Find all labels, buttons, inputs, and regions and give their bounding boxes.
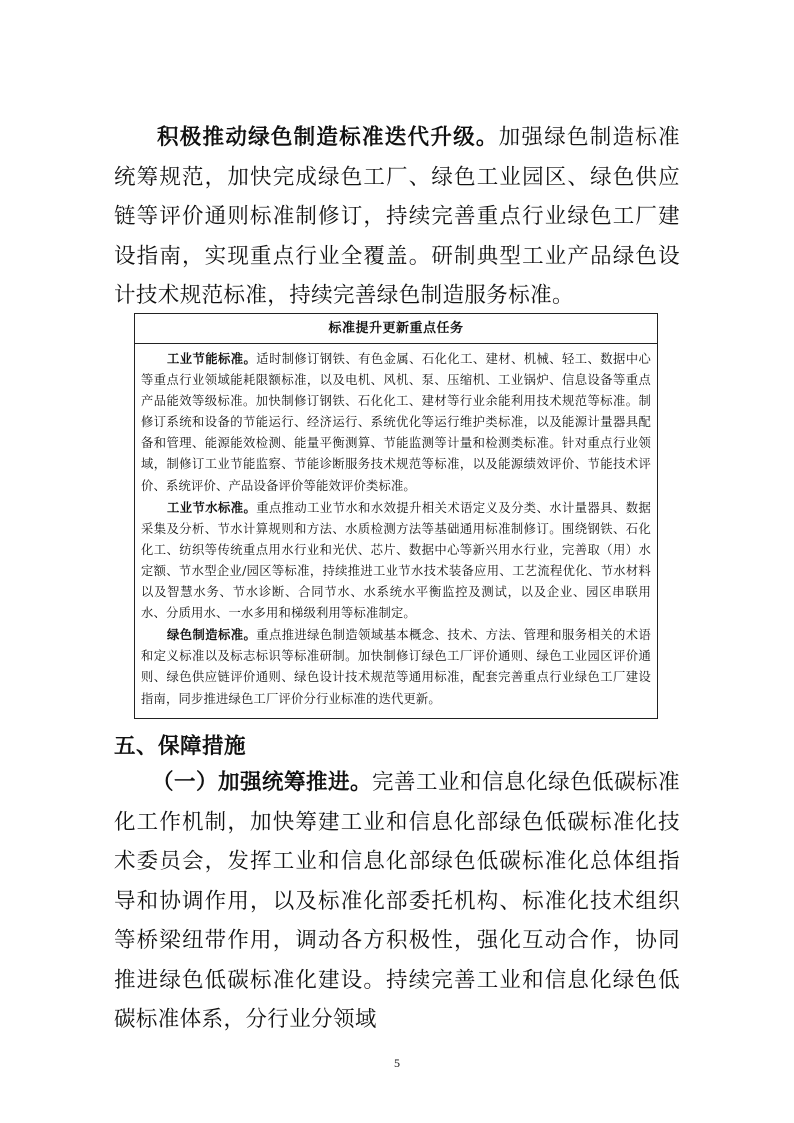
section-heading: 五、保障措施 xyxy=(114,734,247,759)
body-paragraph-green-manufacturing xyxy=(114,118,680,316)
box-body xyxy=(135,344,657,710)
box-paragraph-lead: 绿色制造标准。 xyxy=(167,627,257,643)
paragraph-text: 加强绿色制造标准统筹规范，加快完成绿色工厂、绿色工业园区、绿色供应链等评价通则标准制修订，持续完善重点行业绿色工厂建设指南，实现重点行业全覆盖。研制典型工业产品绿色设计技术规范标准，持续完善绿色制造服务标准。 xyxy=(114,125,680,308)
page-number: 5 xyxy=(394,1056,400,1070)
paragraph-lead-heading: 积极推动绿色制造标准迭代升级。 xyxy=(157,125,499,150)
box-paragraph-lead: 工业节能标准。 xyxy=(167,351,257,366)
box-paragraph-text: 重点推进绿色制造领域基本概念、技术、方法、管理和服务相关的术语和定义标准以及标志标识等标准研制。加快制修订绿色工厂评价通则、绿色工业园区评价通则、绿色供应链评价通则、绿色设计技术规范等通用标准，配套完善重点行业绿色工厂建设指南，同步推进绿色工厂评价分行业标准的迭代更新。 xyxy=(141,628,651,706)
paragraph-lead-heading: （一）加强统筹推进。 xyxy=(152,770,373,795)
box-paragraph-industrial-energy-saving xyxy=(141,348,651,497)
box-paragraph-text: 重点推动工业节水和水效提升相关术语定义及分类、水计量器具、数据采集及分析、节水计算规则和方法、水质检测方法等基础通用标准制修订。围绕钢铁、石化化工、纺织等传统重点用水行业和光伏、芯片、数据中心等新兴用水行业，完善取（用）水定额、节水型企业/园区等标准，持续推进工业节水技术装备应用、工艺流程优化、节水材料以及智慧水务、节水诊断、合同节水、水系统水平衡监控及测试，以及企业、园区串联用水、分质用水、一水多用和梯级利用等标准制定。 xyxy=(141,500,651,621)
paragraph-text: 完善工业和信息化绿色低碳标准化工作机制，加快筹建工业和信息化部绿色低碳标准化技术委员会，发挥工业和信息化部绿色低碳标准化总体组指导和协调作用，以及标准化部委托机构、标准化技术组织等桥梁纽带作用，调动各方积极性，强化互动合作，协同推进绿色低碳标准化建设。持续完善工业和信息化绿色低碳标准体系，分行业分领域 xyxy=(114,770,680,1032)
box-title: 标准提升更新重点任务 xyxy=(135,314,657,344)
box-paragraph-lead: 工业节水标准。 xyxy=(167,499,257,515)
key-tasks-box xyxy=(134,313,658,719)
box-paragraph-text: 适时制修订钢铁、有色金属、石化化工、建材、机械、轻工、数据中心等重点行业领域能耗限额标准，以及电机、风机、泵、压缩机、工业锅炉、信息设备等重点产品能效等级标准。加快制修订钢铁、石化化工、建材等行业余能利用技术规范等标准。制修订系统和设备的节能运行、经济运行、系统优化等运行维护类标准，以及能源计量器具配备和管理、能源能效检测、能量平衡测算、节能监测等计量和检测类标准。针对重点行业领域，制修订工业节能监察、节能诊断服务技术规范等标准，以及能源绩效评价、节能技术评价、系统评价、产品设备评价等能效评价类标准。 xyxy=(141,352,651,493)
body-paragraph-coordination xyxy=(114,763,680,1040)
box-paragraph-industrial-water-saving xyxy=(141,497,651,625)
box-paragraph-green-manufacturing xyxy=(141,624,651,709)
